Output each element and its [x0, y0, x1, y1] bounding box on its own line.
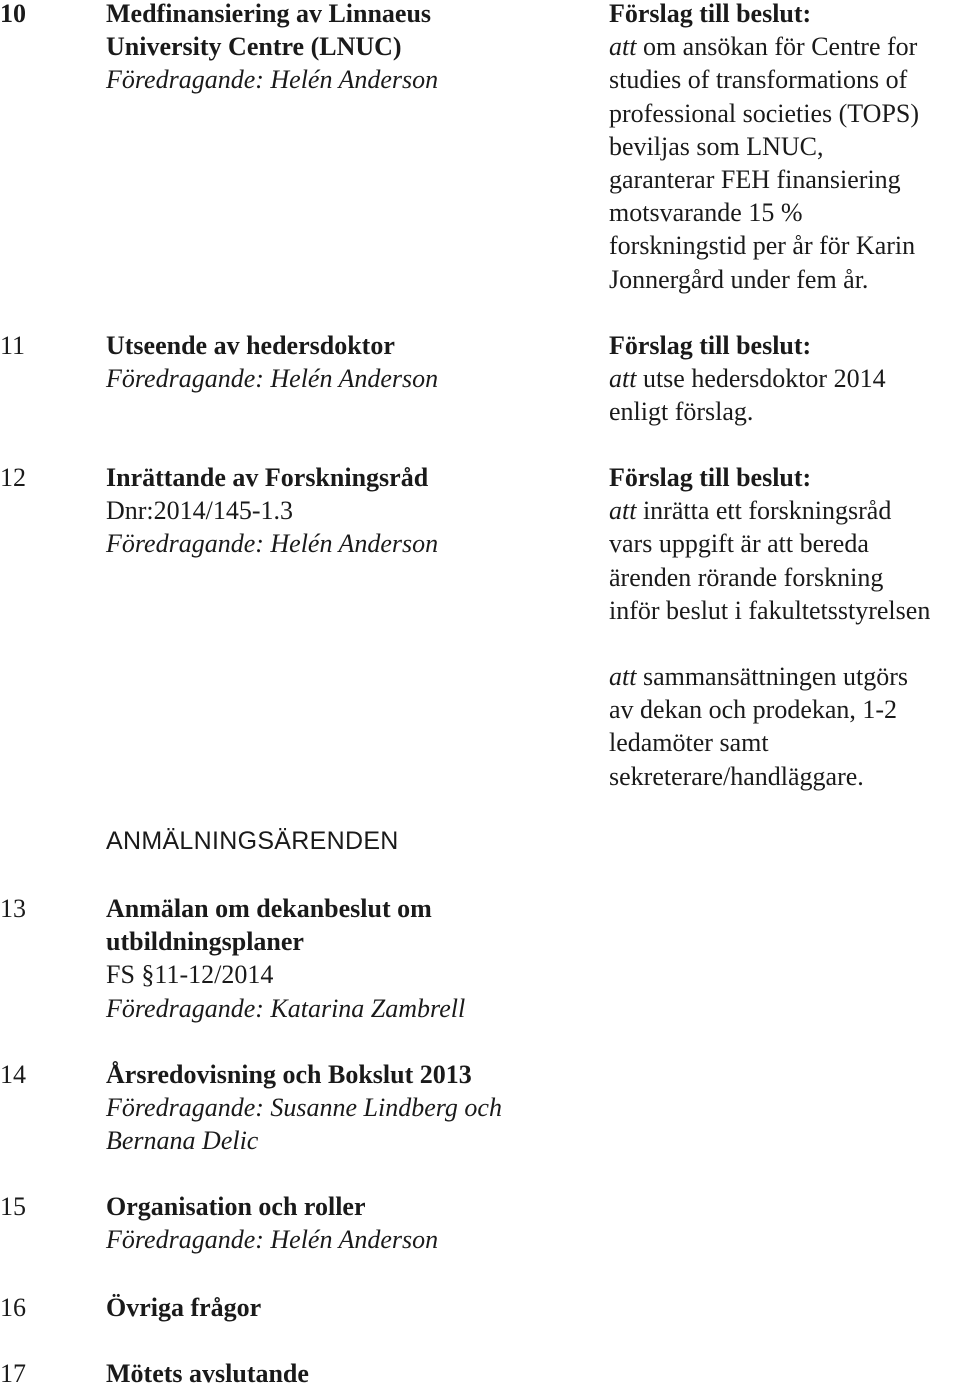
item-presenter: Bernana Delic [106, 1126, 259, 1156]
item-title: Utseende av hedersdoktor [106, 331, 395, 360]
decision-line: ledamöter samt [609, 728, 769, 758]
decision-heading: Förslag till beslut: [609, 463, 812, 492]
decision-line: att om ansökan för Centre for [609, 32, 918, 62]
decision-line: studies of transformations of [609, 65, 908, 95]
decision-line: att inrätta ett forskningsråd [609, 496, 892, 526]
item-presenter: Föredragande: Katarina Zambrell [106, 993, 466, 1023]
decision-line: Jonnergård under fem år. [609, 264, 869, 294]
item-left-column [106, 1357, 606, 1390]
item-number: 14 [0, 1060, 26, 1089]
item-title: utbildningsplaner [106, 927, 304, 957]
item-title: Anmälan om dekanbeslut om [106, 894, 432, 923]
item-number: 16 [0, 1293, 26, 1322]
decision-line: att utse hedersdoktor 2014 [609, 364, 886, 394]
decision-proposal [609, 329, 960, 429]
item-reference: FS §11-12/2014 [106, 960, 274, 990]
decision-line: beviljas som LNUC, [609, 131, 824, 161]
item-number: 17 [0, 1359, 26, 1388]
decision-line: vars uppgift är att bereda [609, 529, 869, 559]
decision-line: sekreterare/handläggare. [609, 761, 864, 791]
item-title: Mötets avslutande [106, 1359, 309, 1388]
item-title: Årsredovisning och Bokslut 2013 [106, 1060, 472, 1089]
item-left-column [106, 329, 606, 395]
item-left-column [106, 1190, 606, 1256]
item-presenter: Föredragande: Helén Anderson [106, 1225, 439, 1255]
item-title: Övriga frågor [106, 1293, 262, 1322]
decision-heading: Förslag till beslut: [609, 331, 812, 360]
item-number: 13 [0, 894, 26, 923]
decision-line: av dekan och prodekan, 1-2 [609, 695, 898, 725]
paragraph-gap [609, 627, 960, 660]
decision-line: garanterar FEH finansiering [609, 165, 901, 195]
decision-proposal [609, 0, 960, 296]
decision-line: forskningstid per år för Karin [609, 231, 916, 261]
item-presenter: Föredragande: Helén Anderson [106, 364, 439, 394]
decision-line: ärenden rörande forskning [609, 562, 884, 592]
item-left-column [106, 892, 606, 1025]
decision-heading: Förslag till beslut: [609, 0, 812, 28]
item-title: University Centre (LNUC) [106, 32, 402, 62]
item-title: Medfinansiering av Linnaeus [106, 0, 432, 28]
item-left-column [106, 0, 606, 97]
item-presenter: Föredragande: Helén Anderson [106, 529, 439, 559]
item-title: Inrättande av Forskningsråd [106, 463, 429, 492]
decision-proposal [609, 461, 960, 793]
decision-line: att sammansättningen utgörs [609, 662, 908, 692]
item-left-column [106, 1058, 606, 1158]
item-number: 12 [0, 463, 26, 492]
item-reference: Dnr:2014/145-1.3 [106, 496, 294, 526]
item-number: 11 [0, 331, 26, 360]
decision-line: professional societies (TOPS) [609, 98, 920, 128]
decision-line: enligt förslag. [609, 397, 754, 427]
item-left-column [106, 1291, 606, 1324]
section-heading: ANMÄLNINGSÄRENDEN [106, 827, 399, 855]
item-presenter: Föredragande: Susanne Lindberg och [106, 1093, 502, 1123]
item-title: Organisation och roller [106, 1192, 366, 1221]
item-left-column [106, 461, 606, 561]
item-presenter: Föredragande: Helén Anderson [106, 65, 439, 95]
item-number: 15 [0, 1192, 26, 1221]
item-number: 10 [0, 0, 26, 28]
decision-line: inför beslut i fakultetsstyrelsen [609, 595, 931, 625]
decision-line: motsvarande 15 % [609, 198, 803, 228]
